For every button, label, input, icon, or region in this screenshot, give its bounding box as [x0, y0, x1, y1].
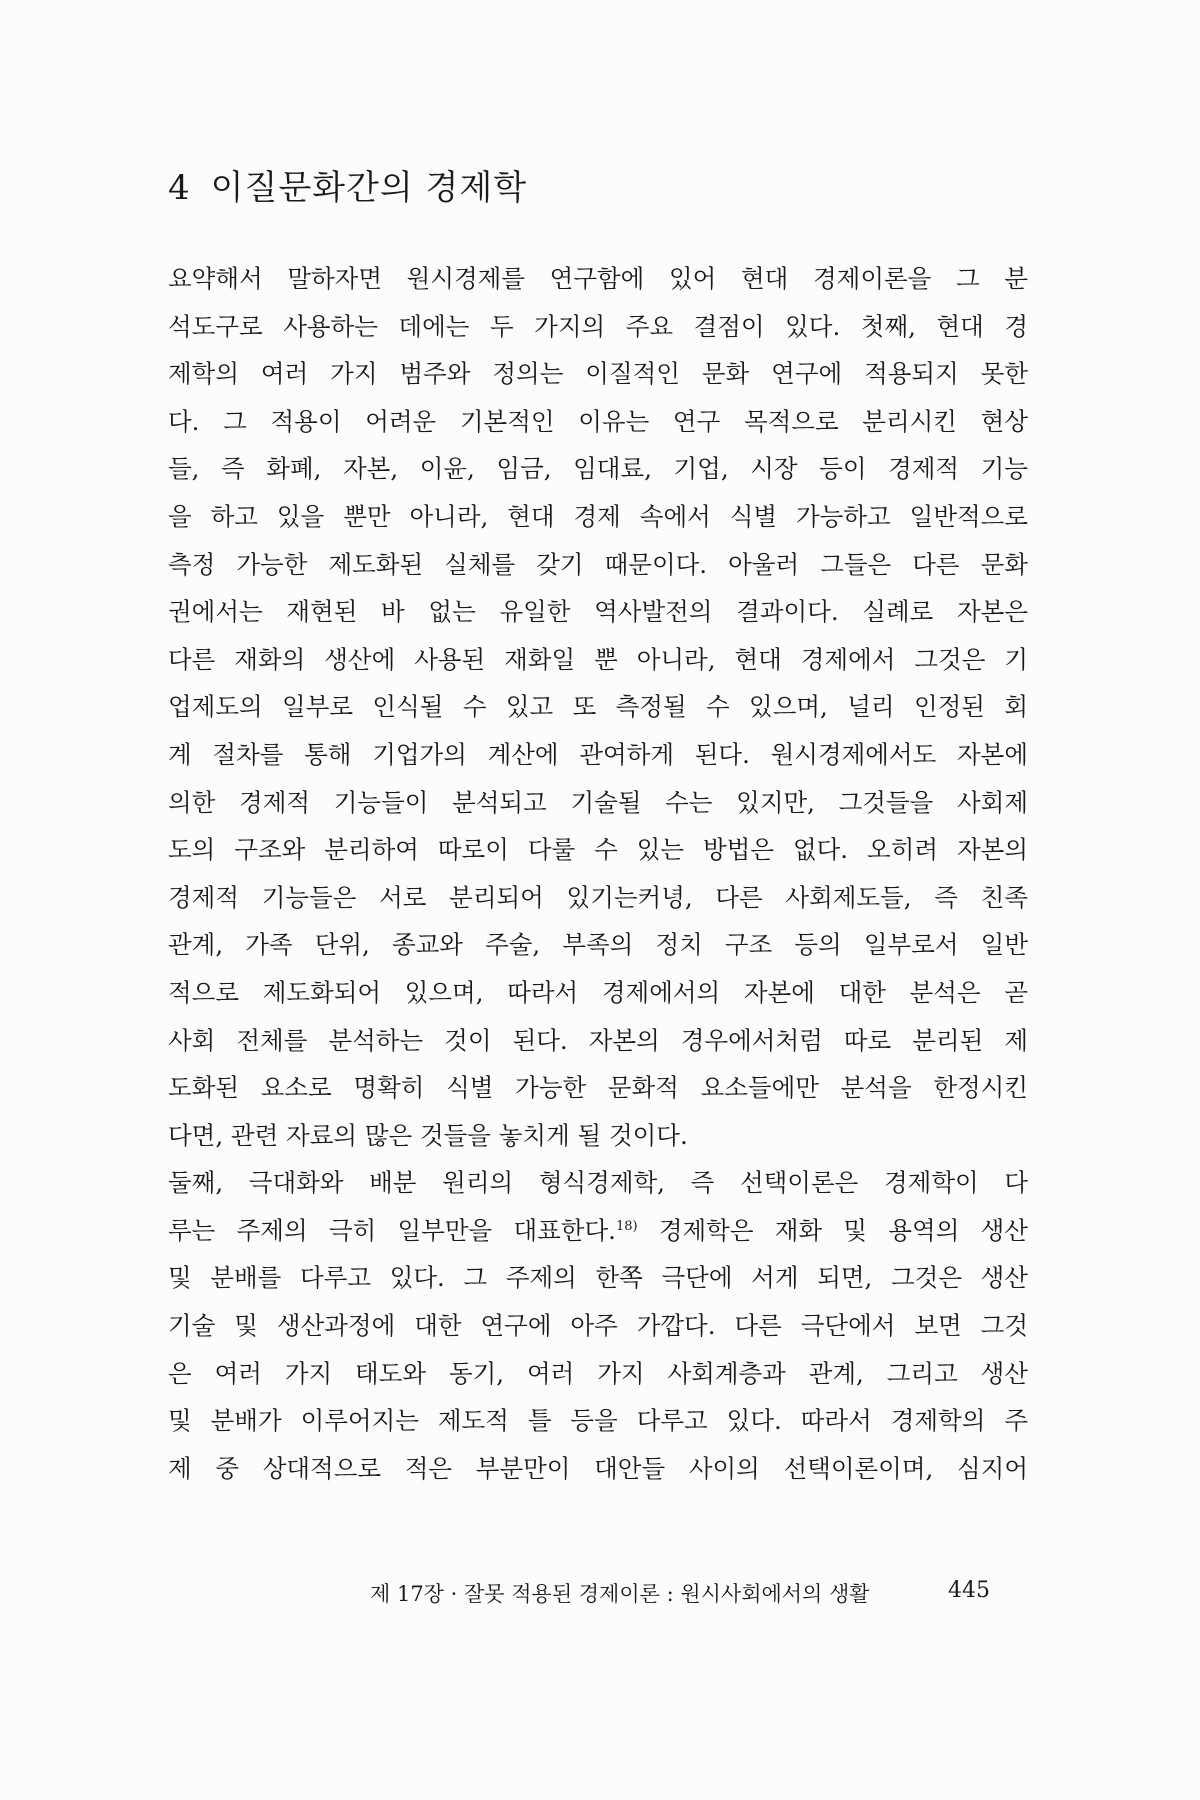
text-line: 석도구로 사용하는 데에는 두 가지의 주요 결점이 있다. 첫째, 현대 경	[168, 311, 1028, 341]
text-line: 도화된 요소로 명확히 식별 가능한 문화적 요소들에만 분석을 한정시킨	[168, 1073, 1028, 1103]
text-line: 은 여러 가지 태도와 동기, 여러 가지 사회계층과 관계, 그리고 생산	[168, 1358, 1028, 1388]
text-line: 들, 즉 화폐, 자본, 이윤, 임금, 임대료, 기업, 시장 등이 경제적 기능	[168, 454, 1028, 484]
text-line: 다른 재화의 생산에 사용된 재화일 뿐 아니라, 현대 경제에서 그것은 기	[168, 644, 1028, 674]
text-line: 요약해서 말하자면 원시경제를 연구함에 있어 현대 경제이론을 그 분	[168, 264, 1028, 293]
text-line: 권에서는 재현된 바 없는 유일한 역사발전의 결과이다. 실례로 자본은	[168, 597, 1028, 627]
body-text	[168, 255, 1028, 1492]
text-line: 적으로 제도화되어 있으며, 따라서 경제에서의 자본에 대한 분석은 곧	[168, 977, 1028, 1007]
text-line: 을 하고 있을 뿐만 아니라, 현대 경제 속에서 식별 가능하고 일반적으로	[168, 501, 1028, 531]
section-number: 4	[168, 168, 191, 208]
text-line: 제학의 여러 가지 범주와 정의는 이질적인 문화 연구에 적용되지 못한	[168, 359, 1028, 389]
page-footer	[370, 1578, 990, 1608]
section-title: 이질문화간의 경제학	[210, 168, 528, 208]
text-line: 도의 구조와 분리하여 따로이 다룰 수 있는 방법은 없다. 오히려 자본의	[168, 835, 1028, 865]
text-line: 기술 및 생산과정에 대한 연구에 아주 가깝다. 다른 극단에서 보면 그것	[168, 1311, 1028, 1341]
text-line: 계 절차를 통해 기업가의 계산에 관여하게 된다. 원시경제에서도 자본에	[168, 739, 1028, 769]
section-heading	[168, 160, 527, 209]
text-line-part: 경제학은 재화 및 용역의 생산	[637, 1215, 1028, 1245]
text-line-with-footnote	[168, 1207, 1028, 1255]
text-line: 경제적 기능들은 서로 분리되어 있기는커녕, 다른 사회제도들, 즉 친족	[168, 882, 1028, 912]
footnote-ref: 18)	[615, 1218, 638, 1234]
text-line: 및 분배를 다루고 있다. 그 주제의 한쪽 극단에 서게 되면, 그것은 생산	[168, 1263, 1028, 1293]
text-line: 업제도의 일부로 인식될 수 있고 또 측정될 수 있으며, 널리 인정된 회	[168, 692, 1028, 722]
text-line: 제 중 상대적으로 적은 부분만이 대안들 사이의 선택이론이며, 심지어	[168, 1453, 1028, 1483]
text-line: 측정 가능한 제도화된 실체를 갖기 때문이다. 아울러 그들은 다른 문화	[168, 549, 1028, 579]
text-line: 및 분배가 이루어지는 제도적 틀 등을 다루고 있다. 따라서 경제학의 주	[168, 1406, 1028, 1436]
page-number: 445	[948, 1578, 990, 1603]
text-line-part: 루는 주제의 극히 일부만을 대표한다.	[168, 1215, 616, 1245]
text-line: 다면, 관련 자료의 많은 것들을 놓치게 될 것이다.	[168, 1120, 688, 1150]
text-line: 사회 전체를 분석하는 것이 된다. 자본의 경우에서처럼 따로 분리된 제	[168, 1025, 1028, 1055]
text-line: 의한 경제적 기능들이 분석되고 기술될 수는 있지만, 그것들을 사회제	[168, 787, 1028, 817]
text-line: 다. 그 적용이 어려운 기본적인 이유는 연구 목적으로 분리시킨 현상	[168, 406, 1028, 436]
text-line: 관계, 가족 단위, 종교와 주술, 부족의 정치 구조 등의 일부로서 일반	[168, 930, 1028, 960]
text-line: 둘째, 극대화와 배분 원리의 형식경제학, 즉 선택이론은 경제학이 다	[168, 1168, 1028, 1198]
running-head: 제 17장 · 잘못 적용된 경제이론 : 원시사회에서의 생활	[370, 1582, 870, 1606]
